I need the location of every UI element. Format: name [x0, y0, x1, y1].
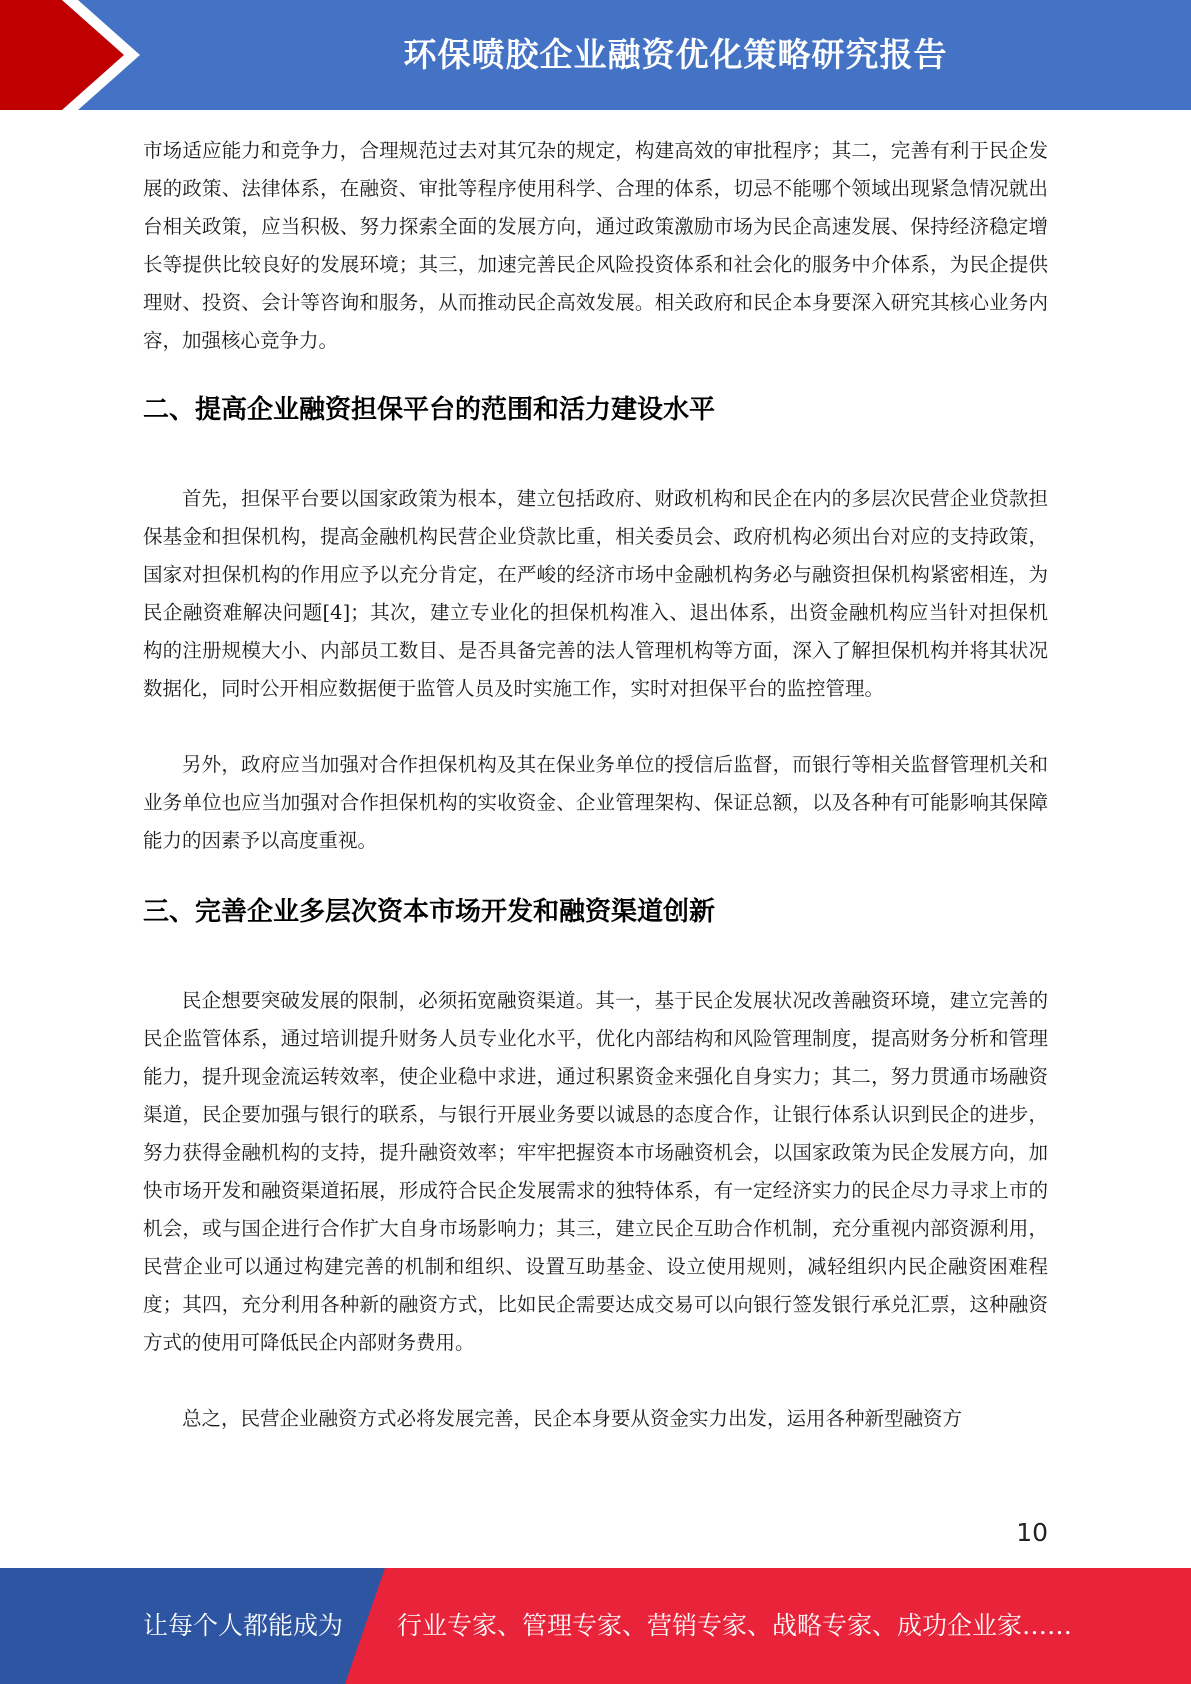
- body-paragraph: 另外，政府应当加强对合作担保机构及其在保业务单位的授信后监督，而银行等相关监督管理机关和业务单位也应当加强对合作担保机构的实收资金、企业管理架构、保证总额，以及各种有可能影响其保障能力的因素予以高度重视。: [143, 753, 1048, 852]
- section-heading: 三、完善企业多层次资本市场开发和融资渠道创新: [143, 897, 716, 927]
- body-paragraph: 首先，担保平台要以国家政策为根本，建立包括政府、财政机构和民企在内的多层次民营企业贷款担保基金和担保机构，提高金融机构民营企业贷款比重，相关委员会、政府机构必须出台对应的支持政策，国家对担保机构的作用应予以充分肯定，在严峻的经济市场中金融机构务必与融资担保机构紧密相连，为民企融资难解决问题[4]；其次，建立专业化的担保机构准入、退出体系，出资金融机构应当针对担保机构的注册规模大小、内部员工数目、是否具备完善的法人管理机构等方面，深入了解担保机构并将其状况数据化，同时公开相应数据便于监管人员及时实施工作，实时对担保平台的监控管理。: [143, 487, 1048, 700]
- page-header: [0, 0, 1191, 110]
- body-paragraph: 总之，民营企业融资方式必将发展完善，民企本身要从资金实力出发，运用各种新型融资方: [182, 1407, 963, 1430]
- footer-slogan-right: 行业专家、管理专家、营销专家、战略专家、成功企业家……: [397, 1611, 1073, 1640]
- page-number: 10: [1016, 1518, 1048, 1547]
- footer-slogan-left: 让每个人都能成为: [143, 1611, 344, 1640]
- document-title: 环保喷胶企业融资优化策略研究报告: [403, 35, 948, 74]
- header-arrow-decoration: [0, 0, 160, 110]
- section-heading: 二、提高企业融资担保平台的范围和活力建设水平: [143, 395, 716, 425]
- page-footer: [0, 1568, 1191, 1684]
- page-body: [143, 132, 1048, 1438]
- body-paragraph: 民企想要突破发展的限制，必须拓宽融资渠道。其一，基于民企发展状况改善融资环境，建立完善的民企监管体系，通过培训提升财务人员专业化水平，优化内部结构和风险管理制度，提高财务分析和管理能力，提升现金流运转效率，使企业稳中求进，通过积累资金来强化自身实力；其二，努力贯通市场融资渠道，民企要加强与银行的联系，与银行开展业务要以诚恳的态度合作，让银行体系认识到民企的进步，努力获得金融机构的支持，提升融资效率；牢牢把握资本市场融资机会，以国家政策为民企发展方向，加快市场开发和融资渠道拓展，形成符合民企发展需求的独特体系，有一定经济实力的民企尽力寻求上市的机会，或与国企进行合作扩大自身市场影响力；其三，建立民企互助合作机制，充分重视内部资源利用，民营企业可以通过构建完善的机制和组织、设置互助基金、设立使用规则，减轻组织内民企融资困难程度；其四，充分利用各种新的融资方式，比如民企需要达成交易可以向银行签发银行承兑汇票，这种融资方式的使用可降低民企内部财务费用。: [143, 989, 1048, 1354]
- body-paragraph: 市场适应能力和竞争力，合理规范过去对其冗杂的规定，构建高效的审批程序；其二，完善有利于民企发展的政策、法律体系，在融资、审批等程序使用科学、合理的体系，切忌不能哪个领域出现紧急情况就出台相关政策，应当积极、努力探索全面的发展方向，通过政策激励市场为民企高速发展、保持经济稳定增长等提供比较良好的发展环境；其三，加速完善民企风险投资体系和社会化的服务中介体系，为民企提供理财、投资、会计等咨询和服务，从而推动民企高效发展。相关政府和民企本身要深入研究其核心业务内容，加强核心竞争力。: [143, 139, 1048, 352]
